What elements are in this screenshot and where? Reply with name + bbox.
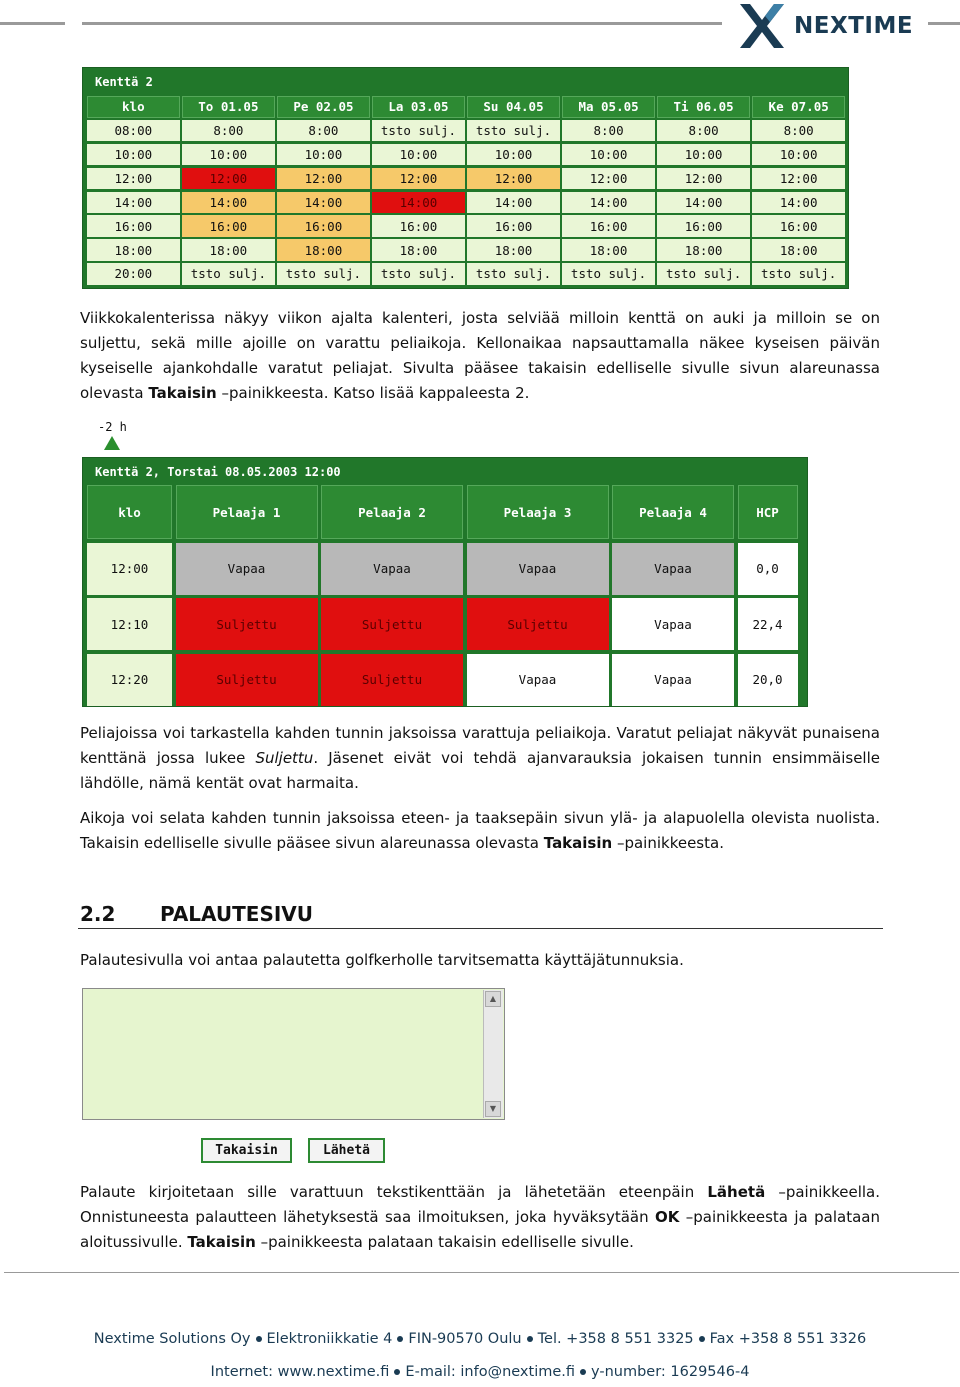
calendar-header-day: Ke 07.05 — [752, 96, 845, 118]
calendar-slot-cell[interactable]: 12:00 — [657, 168, 750, 190]
scroll-up-icon[interactable]: ▲ — [485, 991, 501, 1007]
calendar-slot-cell[interactable]: 14:00 — [277, 192, 370, 214]
footer-item: Tel. +358 8 551 3325 — [537, 1331, 694, 1347]
calendar-slot-cell[interactable]: 10:00 — [562, 144, 655, 166]
footer-rule — [4, 1272, 959, 1273]
calendar-slot-cell[interactable]: 10:00 — [657, 144, 750, 166]
reservation-time-cell: 12:20 — [87, 654, 172, 706]
calendar-slot-cell[interactable]: tsto sulj. — [467, 120, 560, 142]
footer-item: Fax +358 8 551 3326 — [709, 1331, 867, 1347]
footer-item: Elektroniikkatie 4 — [266, 1331, 393, 1347]
calendar-slot-cell[interactable]: tsto sulj. — [467, 263, 560, 285]
calendar-slot-cell[interactable]: tsto sulj. — [752, 263, 845, 285]
calendar-slot-cell[interactable]: 12:00 — [467, 168, 560, 190]
reservation-time-cell: 12:10 — [87, 598, 172, 650]
calendar-slot-cell[interactable]: 18:00 — [372, 239, 465, 261]
arrow-label: -2 h — [98, 420, 127, 434]
calendar-slot-cell[interactable]: 14:00 — [562, 192, 655, 214]
header-rule-left — [0, 22, 65, 25]
reservation-title: Kenttä 2, Torstai 08.05.2003 12:00 — [95, 465, 341, 479]
calendar-slot-cell[interactable]: 12:00 — [752, 168, 845, 190]
calendar-time-cell[interactable]: 12:00 — [87, 168, 180, 190]
calendar-slot-cell[interactable]: 8:00 — [182, 120, 275, 142]
calendar-slot-cell[interactable]: 10:00 — [277, 144, 370, 166]
calendar-slot-cell[interactable]: 14:00 — [657, 192, 750, 214]
calendar-time-cell[interactable]: 18:00 — [87, 239, 180, 261]
calendar-slot-cell[interactable]: 18:00 — [467, 239, 560, 261]
player-cell: Suljettu — [176, 598, 318, 650]
calendar-slot-cell[interactable]: 12:00 — [182, 168, 275, 190]
player-cell[interactable]: Vapaa — [467, 654, 609, 706]
nextime-logo — [736, 2, 926, 50]
calendar-slot-cell[interactable]: tsto sulj. — [562, 263, 655, 285]
back-button[interactable]: Takaisin — [201, 1138, 292, 1163]
footer-item: FIN-90570 Oulu — [408, 1331, 522, 1347]
calendar-slot-cell[interactable]: 18:00 — [752, 239, 845, 261]
player-cell: Vapaa — [612, 543, 734, 595]
calendar-slot-cell[interactable]: 16:00 — [562, 215, 655, 237]
calendar-title: Kenttä 2 — [95, 75, 153, 89]
player-cell: Suljettu — [321, 598, 463, 650]
bullet-icon — [397, 1336, 403, 1342]
section-heading — [80, 902, 313, 926]
player-cell: Suljettu — [176, 654, 318, 706]
textarea-scrollbar[interactable] — [483, 990, 503, 1118]
section-rule — [78, 928, 883, 929]
calendar-slot-cell[interactable]: 14:00 — [467, 192, 560, 214]
calendar-slot-cell[interactable]: 12:00 — [372, 168, 465, 190]
calendar-slot-cell[interactable]: 16:00 — [372, 215, 465, 237]
calendar-time-cell[interactable]: 20:00 — [87, 263, 180, 285]
send-button[interactable]: Lähetä — [308, 1138, 385, 1163]
week-calendar — [82, 67, 849, 289]
footer-contact — [0, 1364, 960, 1380]
calendar-slot-cell[interactable]: tsto sulj. — [277, 263, 370, 285]
calendar-time-cell[interactable]: 16:00 — [87, 215, 180, 237]
calendar-description: Viikkokalenterissa näkyy viikon ajalta kalenteri, josta selviää milloin kenttä on auki ja milloin se on suljettu, sekä mille ajoille on varattu peliaikoja. Kellonaikaa napsauttamalla näkee kyseisen päivän kyseiselle ajankohdalle varatut peliajat. Sivulta pääsee takaisin edelliselle sivulle sivun alareunassa olevasta Takaisin –painikkeesta. Katso lisää kappaleesta 2. — [80, 309, 880, 402]
calendar-slot-cell[interactable]: 8:00 — [277, 120, 370, 142]
calendar-slot-cell[interactable]: 10:00 — [752, 144, 845, 166]
reservation-header: klo — [87, 485, 172, 539]
feedback-description: Palaute kirjoitetaan sille varattuun tekstikenttään ja lähetetään eteenpäin Lähetä –painikkeella. Onnistuneesta palautteen lähetyksestä saa ilmoituksen, joka hyväksytään OK –painikkeesta ja palataan aloitussivulle. Takaisin –painikkeesta palataan takaisin edelliselle sivulle. — [80, 1183, 880, 1251]
calendar-slot-cell[interactable]: 12:00 — [562, 168, 655, 190]
hcp-cell: 20,0 — [738, 654, 798, 706]
calendar-slot-cell[interactable]: 10:00 — [467, 144, 560, 166]
calendar-slot-cell[interactable]: 8:00 — [752, 120, 845, 142]
calendar-slot-cell[interactable]: 8:00 — [562, 120, 655, 142]
header-rule-right — [928, 22, 960, 25]
feedback-textarea[interactable] — [82, 988, 505, 1120]
player-cell: Suljettu — [467, 598, 609, 650]
calendar-slot-cell[interactable]: 8:00 — [657, 120, 750, 142]
bullet-icon — [699, 1336, 705, 1342]
footer-item: Nextime Solutions Oy — [93, 1331, 251, 1347]
player-cell: Vapaa — [176, 543, 318, 595]
section-title: PALAUTESIVU — [160, 902, 314, 926]
reservation-table — [82, 457, 808, 707]
reservation-header: Pelaaja 2 — [321, 485, 463, 539]
nextime-x-icon — [736, 2, 788, 50]
player-cell[interactable]: Vapaa — [612, 598, 734, 650]
calendar-grid — [87, 96, 845, 285]
navigation-description: Aikoja voi selata kahden tunnin jaksoissa eteen- ja taaksepäin sivun ylä- ja alapuolella olevista nuolista. Takaisin edelliselle sivulle pääsee sivun alareunassa olevasta Takaisin –painikkeesta. — [80, 809, 880, 852]
calendar-header-day: Pe 02.05 — [277, 96, 370, 118]
player-cell: Vapaa — [467, 543, 609, 595]
calendar-slot-cell[interactable]: tsto sulj. — [372, 263, 465, 285]
footer-item: E-mail: info@nextime.fi — [405, 1364, 576, 1380]
calendar-slot-cell[interactable]: 16:00 — [182, 215, 275, 237]
reservation-grid — [87, 485, 805, 706]
calendar-slot-cell[interactable]: 18:00 — [657, 239, 750, 261]
calendar-slot-cell[interactable]: 18:00 — [182, 239, 275, 261]
calendar-slot-cell[interactable]: 10:00 — [372, 144, 465, 166]
reservation-header: Pelaaja 3 — [467, 485, 609, 539]
reservation-header: Pelaaja 4 — [612, 485, 734, 539]
calendar-slot-cell[interactable]: 10:00 — [182, 144, 275, 166]
calendar-time-cell[interactable]: 14:00 — [87, 192, 180, 214]
player-cell: Suljettu — [321, 654, 463, 706]
calendar-slot-cell[interactable]: 18:00 — [562, 239, 655, 261]
section-number: 2.2 — [80, 902, 116, 926]
calendar-header-day: Ti 06.05 — [657, 96, 750, 118]
calendar-slot-cell[interactable]: 16:00 — [657, 215, 750, 237]
calendar-slot-cell[interactable]: 14:00 — [182, 192, 275, 214]
footer-address — [0, 1331, 960, 1347]
reservation-time-cell: 12:00 — [87, 543, 172, 595]
calendar-header-day: To 01.05 — [182, 96, 275, 118]
calendar-time-cell[interactable]: 10:00 — [87, 144, 180, 166]
player-cell[interactable]: Vapaa — [612, 654, 734, 706]
feedback-intro: Palautesivulla voi antaa palautetta golfkerholle tarvitsematta käyttäjätunnuksia. — [80, 951, 684, 969]
hcp-cell: 22,4 — [738, 598, 798, 650]
calendar-slot-cell[interactable]: 12:00 — [277, 168, 370, 190]
hcp-cell: 0,0 — [738, 543, 798, 595]
back-button-ref: Takaisin — [148, 384, 217, 402]
calendar-slot-cell[interactable]: 14:00 — [372, 192, 465, 214]
calendar-slot-cell[interactable]: 16:00 — [752, 215, 845, 237]
header-rule — [82, 22, 722, 25]
reservation-header: HCP — [738, 485, 798, 539]
calendar-header-day: La 03.05 — [372, 96, 465, 118]
calendar-slot-cell[interactable]: 16:00 — [467, 215, 560, 237]
bullet-icon — [527, 1336, 533, 1342]
calendar-slot-cell[interactable]: tsto sulj. — [372, 120, 465, 142]
calendar-header-day: Su 04.05 — [467, 96, 560, 118]
calendar-slot-cell[interactable]: 18:00 — [277, 239, 370, 261]
player-cell: Vapaa — [321, 543, 463, 595]
reservation-description: Peliajoissa voi tarkastella kahden tunnin jaksoissa varattuja peliaikoja. Varatut peliajat näkyvät punaisena kenttänä jossa lukee Suljettu. Jäsenet eivät voi tehdä ajanvarauksia jokaisen tunnin ensimmäiselle lähdölle, nämä kentät ovat harmaita. — [80, 724, 880, 792]
footer-item: y-number: 1629546-4 — [591, 1364, 750, 1380]
bullet-icon — [580, 1369, 586, 1375]
calendar-header-day: Ma 05.05 — [562, 96, 655, 118]
bullet-icon — [256, 1336, 262, 1342]
reservation-header: Pelaaja 1 — [176, 485, 318, 539]
footer-item: Internet: www.nextime.fi — [210, 1364, 390, 1380]
calendar-slot-cell[interactable]: 16:00 — [277, 215, 370, 237]
calendar-header-time: klo — [87, 96, 180, 118]
bullet-icon — [394, 1369, 400, 1375]
calendar-time-cell[interactable]: 08:00 — [87, 120, 180, 142]
calendar-slot-cell[interactable]: tsto sulj. — [182, 263, 275, 285]
calendar-slot-cell[interactable]: 14:00 — [752, 192, 845, 214]
logo-text: NEXTIME — [794, 13, 914, 39]
scroll-down-icon[interactable]: ▼ — [485, 1101, 501, 1117]
up-arrow-icon[interactable] — [104, 436, 120, 450]
calendar-slot-cell[interactable]: tsto sulj. — [657, 263, 750, 285]
